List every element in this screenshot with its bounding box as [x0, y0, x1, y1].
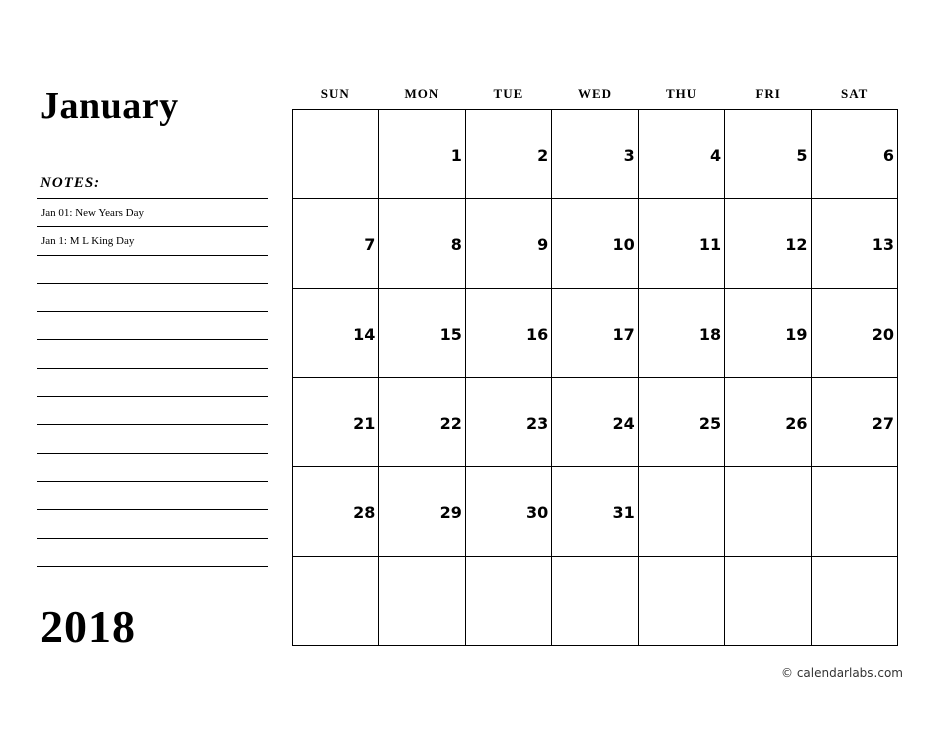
day-cell	[379, 199, 465, 288]
day-number: 7	[364, 235, 376, 255]
year-label: 2018	[40, 601, 136, 652]
day-cell	[552, 557, 638, 646]
day-number: 1	[450, 146, 462, 165]
day-number: 25	[698, 414, 722, 433]
note-line	[37, 453, 268, 481]
day-number: 14	[353, 324, 376, 344]
day-number: 26	[785, 414, 808, 433]
day-cell	[639, 199, 725, 288]
note-line	[37, 538, 268, 566]
day-cell	[725, 110, 811, 199]
day-number: 22	[439, 414, 462, 433]
note-line	[37, 339, 268, 367]
day-cell	[639, 378, 725, 467]
weekday-header: THU	[665, 86, 698, 101]
day-cell	[725, 289, 811, 378]
weekday-header: SAT	[841, 86, 869, 101]
calendar-grid	[292, 109, 898, 646]
day-cell	[725, 557, 811, 646]
day-number: 21	[353, 414, 376, 433]
day-cell	[639, 289, 725, 378]
day-number: 3	[623, 146, 635, 165]
day-cell	[552, 378, 638, 467]
day-cell	[293, 110, 379, 199]
day-number: 16	[526, 324, 549, 344]
day-cell	[812, 378, 898, 467]
day-cell	[379, 289, 465, 378]
note-line	[37, 255, 268, 283]
day-cell	[812, 199, 898, 288]
weekday-header: MON	[404, 86, 440, 101]
day-cell	[466, 199, 552, 288]
day-cell	[725, 378, 811, 467]
day-number: 31	[612, 503, 635, 523]
day-cell	[379, 110, 465, 199]
day-cell	[639, 557, 725, 646]
footer-credit: © calendarlabs.com	[781, 666, 903, 680]
day-cell	[552, 467, 638, 556]
note-line: Jan 01: New Years Day	[37, 198, 268, 226]
day-number: 6	[882, 146, 894, 165]
day-number: 20	[871, 324, 894, 344]
day-number: 30	[526, 503, 549, 523]
day-number: 23	[526, 414, 549, 433]
note-line	[37, 368, 268, 396]
day-number: 12	[785, 235, 808, 255]
day-cell	[379, 467, 465, 556]
day-cell	[466, 467, 552, 556]
day-cell	[639, 467, 725, 556]
note-line	[37, 481, 268, 509]
weekday-header: FRI	[755, 86, 781, 101]
day-number: 27	[871, 414, 894, 433]
notes-heading: NOTES:	[40, 175, 101, 191]
note-line	[37, 311, 268, 339]
day-number: 28	[353, 503, 376, 523]
day-cell	[379, 557, 465, 646]
day-cell	[293, 199, 379, 288]
month-title: January	[40, 85, 179, 127]
day-cell	[379, 378, 465, 467]
day-cell	[552, 110, 638, 199]
day-cell	[552, 289, 638, 378]
weekday-header: WED	[577, 86, 613, 101]
day-number: 15	[439, 324, 462, 344]
note-line	[37, 283, 268, 311]
day-cell	[293, 467, 379, 556]
day-cell	[466, 557, 552, 646]
day-cell	[466, 289, 552, 378]
note-line	[37, 396, 268, 424]
weekday-header: TUE	[493, 86, 524, 101]
day-number: 18	[698, 324, 722, 344]
day-cell	[725, 467, 811, 556]
note-line: Jan 1: M L King Day	[37, 226, 268, 254]
day-number: 17	[612, 324, 635, 344]
day-number: 19	[785, 324, 808, 344]
day-cell	[466, 110, 552, 199]
weekday-header: SUN	[320, 86, 350, 101]
day-cell	[552, 199, 638, 288]
day-number: 9	[537, 235, 549, 255]
day-number: 2	[537, 146, 549, 165]
day-number: 5	[796, 146, 808, 165]
day-cell	[639, 110, 725, 199]
day-cell	[466, 378, 552, 467]
weekday-header-row	[292, 86, 898, 104]
day-number: 24	[612, 414, 635, 433]
day-cell	[812, 557, 898, 646]
day-cell	[725, 199, 811, 288]
day-number: 29	[439, 503, 462, 523]
day-number: 10	[612, 235, 635, 255]
day-number: 4	[710, 146, 722, 165]
notes-list	[37, 198, 268, 575]
day-cell	[812, 289, 898, 378]
note-line-divider	[37, 566, 268, 575]
day-cell	[812, 467, 898, 556]
note-line	[37, 509, 268, 537]
day-number: 11	[698, 235, 722, 255]
note-line	[37, 424, 268, 452]
day-number: 8	[450, 235, 462, 255]
day-cell	[293, 557, 379, 646]
day-cell	[293, 378, 379, 467]
day-cell	[293, 289, 379, 378]
day-cell	[812, 110, 898, 199]
day-number: 13	[871, 235, 894, 255]
